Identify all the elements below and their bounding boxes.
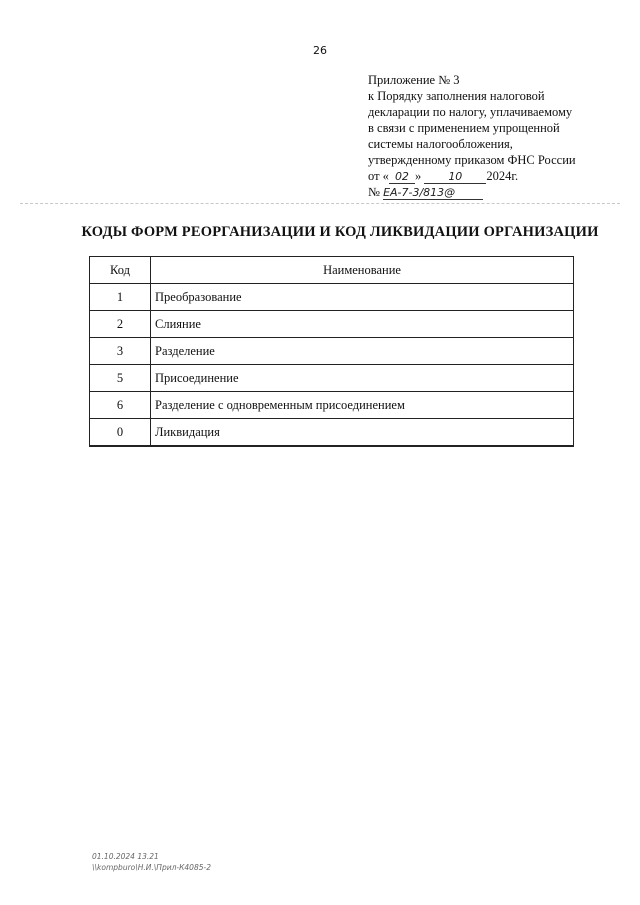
date-suffix: г. — [511, 169, 519, 183]
scan-rule — [20, 203, 620, 204]
cell-name: Ликвидация — [151, 419, 574, 447]
file-path: \\kompburo\Н.И.\Прил-К4085-2 — [92, 863, 211, 872]
table-row — [90, 419, 574, 447]
cell-code: 3 — [90, 338, 151, 365]
date-prefix: от « — [368, 169, 389, 183]
appendix-line: утвержденному приказом ФНС России — [368, 153, 576, 167]
table-row — [90, 284, 574, 311]
document-title: КОДЫ ФОРМ РЕОРГАНИЗАЦИИ И КОД ЛИКВИДАЦИИ ОРГАНИЗАЦИИ — [81, 224, 599, 240]
number-prefix: № — [368, 185, 380, 199]
table-header-row — [90, 257, 574, 284]
date-day: 02 — [389, 170, 415, 184]
appendix-line: Приложение № 3 — [368, 73, 460, 87]
cell-name: Разделение с одновременным присоединением — [151, 392, 574, 419]
page-number: 26 — [313, 44, 327, 57]
appendix-block — [368, 72, 618, 200]
file-timestamp: 01.10.2024 13.21 — [92, 852, 159, 861]
cell-code: 5 — [90, 365, 151, 392]
cell-code: 0 — [90, 419, 151, 447]
codes-table — [89, 256, 574, 447]
header-name: Наименование — [151, 257, 574, 284]
order-number: ЕА-7-3/813@ — [383, 186, 483, 200]
date-separator: » — [414, 169, 422, 183]
appendix-line: системы налогообложения, — [368, 137, 513, 151]
appendix-line: к Порядку заполнения налоговой — [368, 89, 545, 103]
cell-code: 2 — [90, 311, 151, 338]
date-year: 2024 — [486, 169, 512, 183]
cell-code: 1 — [90, 284, 151, 311]
cell-name: Преобразование — [151, 284, 574, 311]
header-code: Код — [90, 257, 151, 284]
cell-name: Разделение — [151, 338, 574, 365]
cell-name: Слияние — [151, 311, 574, 338]
cell-code: 6 — [90, 392, 151, 419]
table-row — [90, 338, 574, 365]
date-month: 10 — [424, 170, 486, 184]
table-row — [90, 392, 574, 419]
appendix-line: в связи с применением упрощенной — [368, 121, 560, 135]
order-date-line — [368, 168, 618, 184]
order-number-line — [368, 184, 618, 200]
file-stamp — [92, 851, 211, 873]
appendix-line: декларации по налогу, уплачиваемому — [368, 105, 573, 119]
table-row — [90, 365, 574, 392]
cell-name: Присоединение — [151, 365, 574, 392]
table-row — [90, 311, 574, 338]
